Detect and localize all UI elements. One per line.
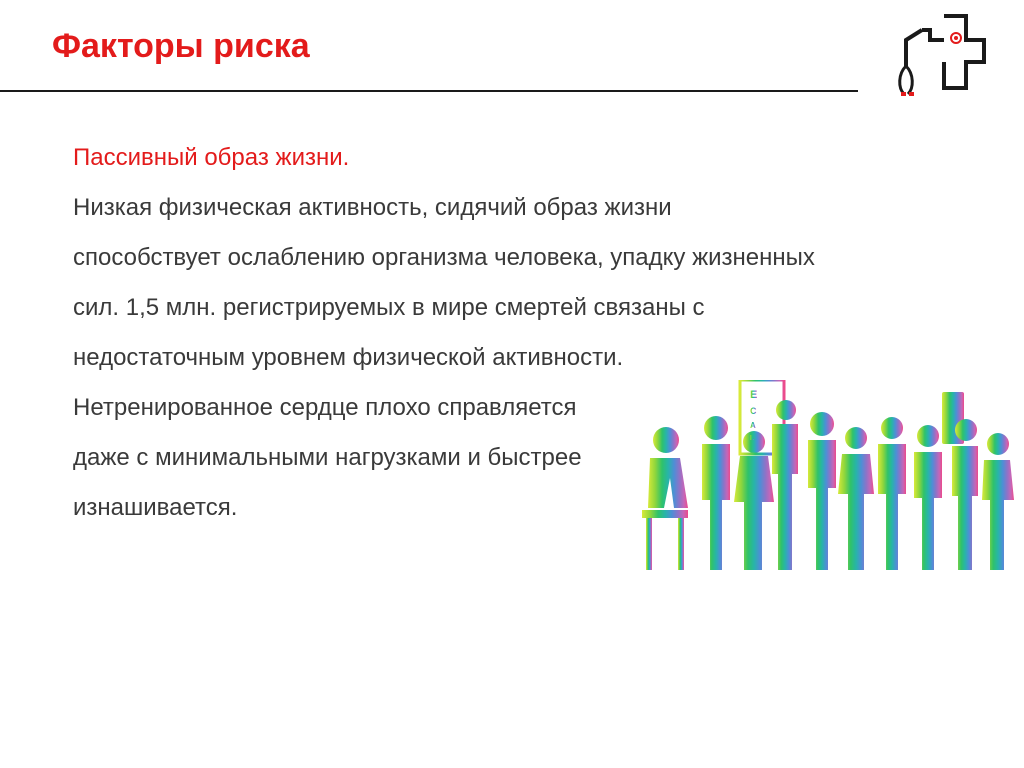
body-text xyxy=(73,133,973,533)
paragraph-line: изнашивается. xyxy=(73,494,238,521)
medical-cross-stethoscope-icon xyxy=(892,10,988,100)
eye-chart-letter-1: E xyxy=(750,389,758,401)
paragraph-line: сил. 1,5 млн. регистрируемых в мире смертей связаны с xyxy=(73,294,705,321)
eye-chart-letter-3: A xyxy=(750,421,756,430)
paragraph-line: Низкая физическая активность, сидячий образ жизни xyxy=(73,194,672,221)
paragraph-line: недостаточным уровнем физической активности. xyxy=(73,344,624,371)
paragraph-line: даже с минимальными нагрузками и быстрее xyxy=(73,444,582,471)
eye-chart-letter-2: C xyxy=(750,406,757,416)
paragraph-lead: Пассивный образ жизни. xyxy=(73,144,350,171)
title-divider xyxy=(0,90,858,92)
slide-title: Факторы риска xyxy=(52,27,310,65)
paragraph-line: способствует ослаблению организма человека, упадку жизненных xyxy=(73,244,815,271)
paragraph-line: Нетренированное сердце плохо справляется xyxy=(73,394,577,421)
eye-chart-letter-4: L xyxy=(750,435,755,442)
